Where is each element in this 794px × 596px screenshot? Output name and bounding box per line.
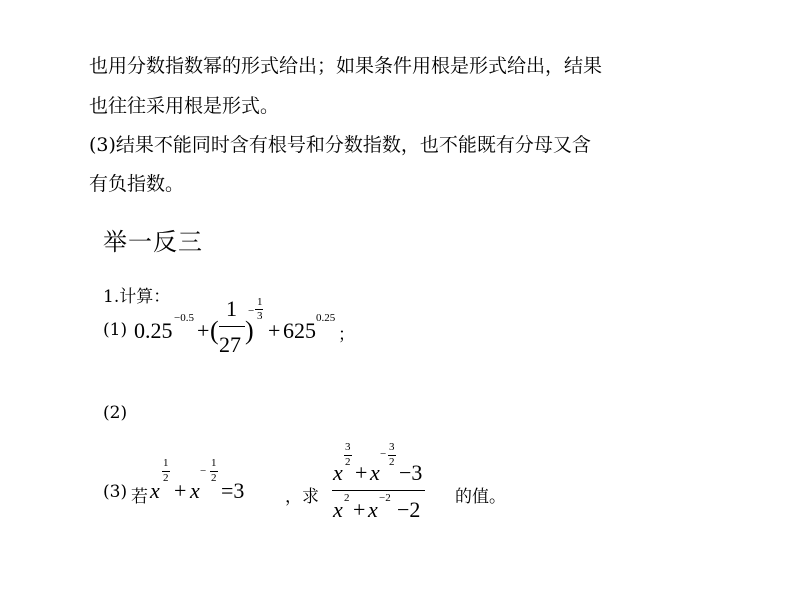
item-1-open-paren: ( <box>210 316 219 345</box>
item-1-base-3: 625 <box>283 318 316 343</box>
exercise-title: 1.计算： <box>103 287 171 307</box>
item-1-fraction-bar <box>219 326 245 327</box>
item-3-half-num-1: 1 <box>163 457 169 469</box>
item-1-label: (1) <box>103 320 128 340</box>
item-3-suffix: 的值。 <box>455 487 506 507</box>
item-3-half-den-2: 2 <box>211 472 217 484</box>
item-3-comma-qiu: ，求 <box>285 487 319 507</box>
item-3-num-exp-2-den: 2 <box>389 456 395 468</box>
item-3-plus-1: + <box>174 478 187 503</box>
item-3-num-exp-2-num: 3 <box>389 441 395 453</box>
item-3-x-2: x <box>190 478 200 503</box>
item-3-num-exp-1-den: 2 <box>345 456 351 468</box>
item-1-exp-2-numerator: 1 <box>257 296 263 308</box>
item-1-end: ； <box>338 325 355 345</box>
item-1-frac-numerator: 1 <box>226 296 237 321</box>
item-3-main-fraction-bar <box>332 490 425 491</box>
item-3-eq-rhs: =3 <box>221 478 245 503</box>
item-3-half-num-2: 1 <box>211 457 217 469</box>
item-3-label: (3) <box>103 482 128 502</box>
item-3-den-x-1: x <box>333 497 343 522</box>
item-3-num-x-1: x <box>333 460 343 485</box>
item-3-num-exp-1-num: 3 <box>345 441 351 453</box>
item-1-base-1: 0.25 <box>134 318 173 343</box>
section-heading: 举一反三 <box>103 228 203 256</box>
item-3-den-x-2: x <box>368 497 378 522</box>
item-3-den-exp-2: −2 <box>379 492 391 504</box>
item-3-x-1: x <box>150 478 160 503</box>
paragraph-line-1: 也用分数指数幂的形式给出；如果条件用根是形式给出，结果 <box>89 55 603 77</box>
item-1-plus-2: + <box>268 318 281 343</box>
paragraph-line-3: (3)结果不能同时含有根号和分数指数，也不能既有分母又含 <box>89 134 591 156</box>
paragraph-line-2: 也往往采用根是形式。 <box>89 95 280 117</box>
item-1-exp-1: −0.5 <box>174 312 194 324</box>
item-3-minus-1: − <box>200 465 207 477</box>
item-3-den-plus: + <box>353 497 366 522</box>
item-3-half-den-1: 2 <box>163 472 169 484</box>
item-3-den-tail: −2 <box>397 497 421 522</box>
exercise-item-2-label: (2) <box>103 403 128 423</box>
item-1-exp-2-denominator: 3 <box>257 310 263 322</box>
item-3-ruo: 若 <box>131 487 148 507</box>
item-3-num-plus: + <box>355 460 368 485</box>
paragraph-line-4: 有负指数。 <box>89 173 185 195</box>
item-3-den-exp-1: 2 <box>344 492 350 504</box>
item-1-exp-2-sign: − <box>248 305 255 317</box>
item-3-num-exp-2-sign: − <box>380 448 387 460</box>
item-3-num-x-2: x <box>370 460 380 485</box>
item-1-frac-denominator: 27 <box>219 332 241 357</box>
item-1-exp-3: 0.25 <box>316 312 336 324</box>
item-3-num-tail: −3 <box>399 460 423 485</box>
item-1-plus-1: + <box>197 318 210 343</box>
item-1-close-paren: ) <box>245 316 254 345</box>
